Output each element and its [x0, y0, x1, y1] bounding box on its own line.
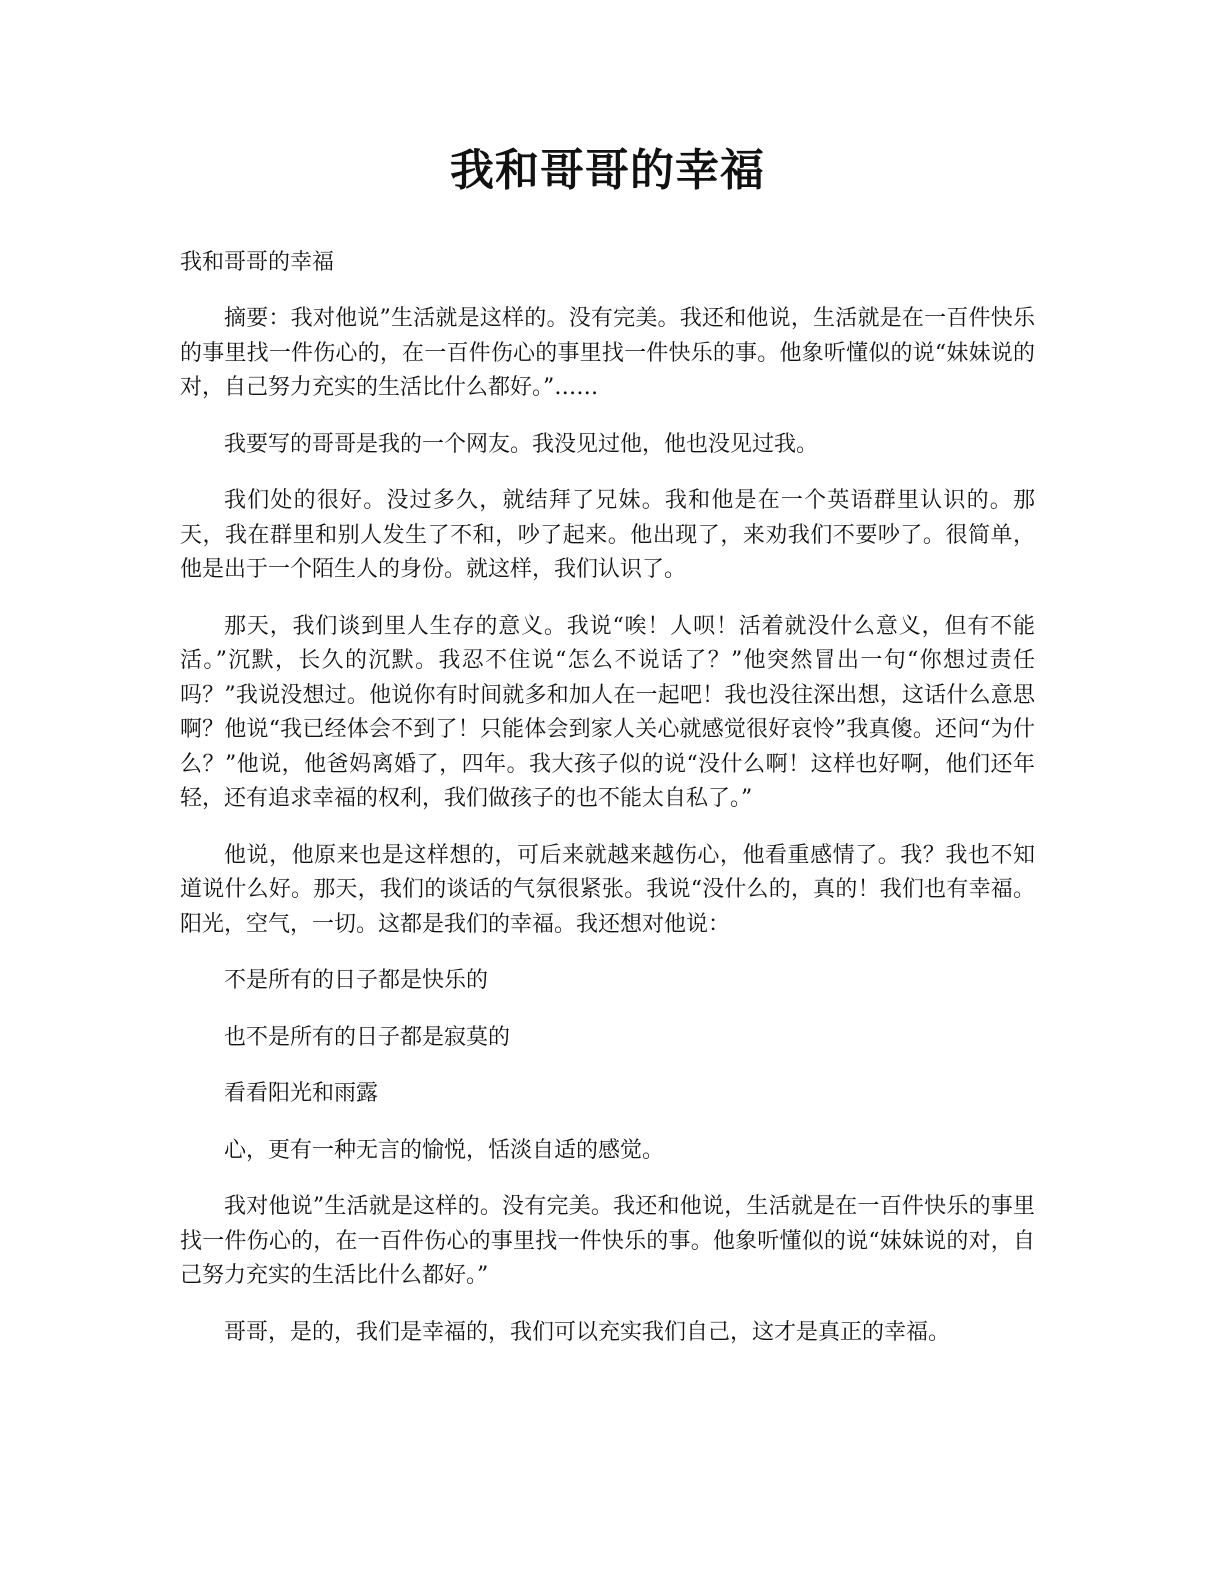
body-paragraph: 我要写的哥哥是我的一个网友。我没见过他，他也没见过我。 [224, 431, 819, 457]
verse-line: 也不是所有的日子都是寂莫的 [224, 1024, 511, 1050]
verse-line: 不是所有的日子都是快乐的 [224, 968, 489, 993]
verse-line: 看看阳光和雨露 [224, 1081, 379, 1106]
abstract-paragraph: 摘要：我对他说”生活就是这样的。没有完美。我还和他说，生活就是在一百件快乐的事里找一件伤心的，在一百件伤心的事里找一件快乐的事。他象听懂似的说“妹妹说的对，自己努力充实的生活比什么都好。”…… [180, 306, 1035, 400]
body-paragraph: 我们处的很好。没过多久，就结拜了兄妹。我和他是在一个英语群里认识的。那天，我在群里和别人发生了不和，吵了起来。他出现了，来劝我们不要吵了。很简单，他是出于一个陌生人的身份。就这样，我们认识了。 [180, 488, 1035, 582]
document-page [180, 140, 1035, 1372]
body-paragraph: 那天，我们谈到里人生存的意义。我说“唉！人呗！活着就没什么意义，但有不能活。”沉默，长久的沉默。我忍不住说“怎么不说话了？”他突然冒出一句“你想过责任吗？”我说没想过。他说你有时间就多和加人在一起吧！我也没往深出想，这话什么意思啊？他说“我已经体会不到了！只能体会到家人关心就感觉很好哀怜”我真傻。还问“为什么？”他说，他爸妈离婚了，四年。我大孩子似的说“没什么啊！这样也好啊，他们还年轻，还有追求幸福的权利，我们做孩子的也不能太自私了。” [180, 613, 1035, 811]
document-title: 我和哥哥的幸福 [450, 145, 765, 196]
closing-paragraph: 我对他说”生活就是这样的。没有完美。我还和他说，生活就是在一百件快乐的事里找一件伤心的，在一百件伤心的事里找一件快乐的事。他象听懂似的说“妹妹说的对，自己努力充实的生活比什么都好。” [180, 1194, 1035, 1288]
body-paragraph: 他说，他原来也是这样想的，可后来就越来越伤心，他看重感情了。我？我也不知道说什么好。那天，我们的谈话的气氛很紧张。我说“没什么的，真的！我们也有幸福。阳光，空气，一切。这都是我们的幸福。我还想对他说： [180, 842, 1035, 937]
closing-paragraph: 哥哥，是的，我们是幸福的，我们可以充实我们自己，这才是真正的幸福。 [224, 1319, 951, 1345]
document-subtitle: 我和哥哥的幸福 [180, 250, 335, 275]
verse-line: 心，更有一种无言的愉悦，恬淡自适的感觉。 [224, 1137, 665, 1163]
